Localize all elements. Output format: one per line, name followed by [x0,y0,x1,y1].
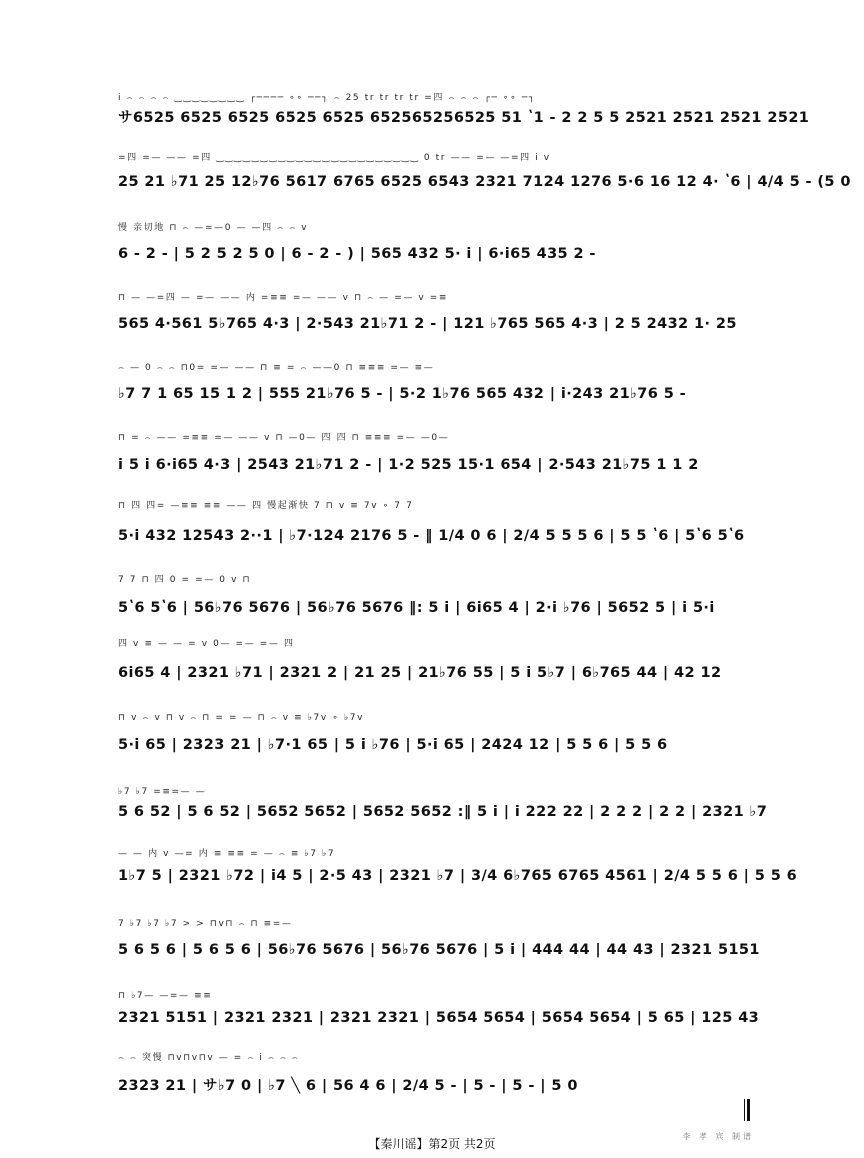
final-barline [744,1099,750,1121]
staff-line: 25 21 ♭71 25 12♭76 5617 6765 6525 6543 2321 7124 1276 5·6 16 12 4· ʽ6 | 4/4 5 - (5 0 [118,174,851,190]
staff-marks: 慢 亲切地 ⊓ ⌢ —=—0 — —四 ⌢ ⌢ v [118,223,309,233]
signature: 李 孝 宾 制谱 [682,1132,754,1141]
staff-line: 6i65 4 | 2321 ♭71 | 2321 2 | 21 25 | 21♭76 55 | 5 i 5♭7 | 6♭765 44 | 42 12 [118,665,722,681]
staff-marks: ⌢ ⌢ 突慢 ⊓v⊓v⊓v — = ⌢ i ⌢ ⌢ ⌢ [118,1053,300,1063]
staff-marks: ⊓ = ⌢ —— =≡≡ =— —— v ⊓ —0— 四 四 ⊓ ≡≡≡ =— —0— [118,433,450,443]
page-footer: 【秦川谣】第2页 共2页 [368,1137,496,1151]
staff-line: 5 6 5 6 | 5 6 5 6 | 56♭76 5676 | 56♭76 5676 | 5 i | 444 44 | 44 43 | 2321 5151 [118,942,760,958]
staff-line: 5·i 65 | 2323 21 | ♭7·1 65 | 5 i ♭76 | 5·i 65 | 2424 12 | 5 5 6 | 5 5 6 [118,737,668,753]
staff-line: ♭7 7 1 65 15 1 2 | 555 21♭76 5 - | 5·2 1♭76 565 432 | i·243 21♭76 5 - [118,386,687,402]
staff-line: 565 4·561 5♭765 4·3 | 2·543 21♭71 2 - | 121 ♭765 565 4·3 | 2 5 2432 1· 25 [118,316,737,332]
staff-line: i 5 i 6·i65 4·3 | 2543 21♭71 2 - | 1·2 525 15·1 654 | 2·543 21♭75 1 1 2 [118,457,699,473]
staff-line: 1♭7 5 | 2321 ♭72 | i4 5 | 2·5 43 | 2321 ♭7 | 3/4 6♭765 6765 4561 | 2/4 5 5 6 | 5 5 6 [118,868,798,884]
staff-marks: ⊓ — —=四 — =— —— 内 =≡≡ =— —— v ⊓ ⌢ — =— v =≡ [118,293,449,303]
staff-marks: 7 7 ⊓ 四 0 = =— 0 v ⊓ [118,575,252,585]
staff-line: 6 - 2 - | 5 2 5 2 5 0 | 6 - 2 - ) | 565 432 5· i | 6·i65 435 2 - [118,246,596,262]
staff-marks: 四 v ≡ — — = v 0— =— =— 四 [118,639,295,649]
staff-line: 5ʽ6 5ʽ6 | 56♭76 5676 | 56♭76 5676 ‖: 5 i | 6i65 4 | 2·i ♭76 | 5652 5 | i 5·i [118,600,715,616]
staff-line: 2321 5151 | 2321 2321 | 2321 2321 | 5654 5654 | 5654 5654 | 5 65 | 125 43 [118,1010,760,1026]
staff-line: 2323 21 | サ♭7 0 | ♭7 ╲ 6 | 56 4 6 | 2/4 5 - | 5 - | 5 - | 5 0 [118,1078,578,1094]
staff-marks: ♭7 ♭7 =≡=— — [118,787,207,797]
staff-marks: =四 =— —— =四 ‿‿‿‿‿‿‿‿‿‿‿‿‿‿‿‿‿‿‿‿‿‿‿ 0 tr —— =— —=四 i v [118,153,551,163]
staff-line: サ6525 6525 6525 6525 6525 652565256525 51 ʽ1 - 2 2 5 5 2521 2521 2521 2521 [118,110,810,126]
staff-line: 5·i 432 12543 2··1 | ♭7·124 2176 5 - ‖ 1/4 0 6 | 2/4 5 5 5 6 | 5 5 ʽ6 | 5ʽ6 5ʽ6 [118,528,745,544]
staff-marks: — — 内 v —= 内 ≡ ≡≡ = — ⌢ ≡ ♭7 ♭7 [118,849,336,859]
staff-marks: ⌢ — 0 ⌢ ⌢ ⊓0= =— —— ⊓ ≡ = ⌢ ——0 ⊓ ≡≡≡ =— ≡— [118,363,435,373]
staff-marks: 7 ♭7 ♭7 ♭7 > > ⊓v⊓ ⌢ ⊓ ≡=— [118,919,293,929]
staff-marks: ⊓ ♭7— —=— ≡≡ [118,991,213,1001]
staff-marks: i ⌢ ⌢ ⌢ ⌢ ‿‿‿‿‿‿‿‿ ┌──── ∘∘ ──┐ ⌢ 25 tr tr tr tr =四 ⌢ ⌢ ⌢ ┌─ ∘∘ ─┐ [118,93,536,103]
staff-line: 5 6 52 | 5 6 52 | 5652 5652 | 5652 5652 :‖ 5 i | i 222 22 | 2 2 2 | 2 2 | 2321 ♭7 [118,804,768,820]
staff-marks: ⊓ 四 四= —≡≡ ≡≡ —— 四 慢起渐快 7 ⊓ v ≡ 7v ∘ 7 7 [118,501,414,511]
staff-marks: ⊓ v ⌢ v ⊓ v ⌢ ⊓ = = — ⊓ ⌢ v ≡ ♭7v ∘ ♭7v [118,713,365,723]
